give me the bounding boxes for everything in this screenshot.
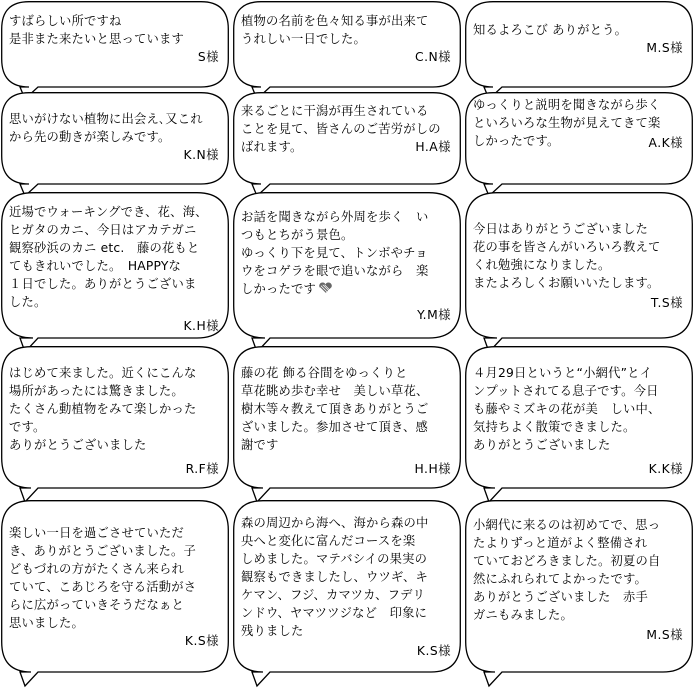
- message-text: 藤の花 飾る谷間をゆっくりと 草花眺め歩む幸せ 美しい草花、 樹木等々教えて頂きありがとうご ざいました。参加させて頂き、感 謝です: [241, 366, 429, 452]
- card-content: [233, 192, 461, 338]
- message-card-15: [465, 500, 693, 672]
- card-content: [465, 92, 693, 184]
- message-card-13: [1, 500, 229, 672]
- message-text: 小網代に来るのは初めてで、思っ たよりずっと道がよく整備され ていておどろきました。初夏の自 然にふれられてよかったです。 ありがとうございました 赤手 ガニもみました。: [473, 518, 661, 622]
- signature: S様: [197, 50, 219, 64]
- signature: T.S様: [650, 296, 683, 310]
- message-text: [241, 208, 453, 298]
- card-content: [465, 346, 693, 488]
- signature: K.K様: [648, 462, 683, 476]
- card-content: [233, 346, 461, 488]
- card-content: [1, 1, 229, 87]
- signature: M.S様: [646, 41, 683, 55]
- signature: K.S様: [184, 634, 219, 648]
- message-text: すばらしい所ですね 是非また来たいと思っています: [9, 14, 184, 46]
- message-card-6: [465, 92, 693, 184]
- signature: R.F様: [185, 462, 219, 476]
- message-card-14: [233, 500, 461, 672]
- message-card-11: [233, 346, 461, 488]
- signature: H.A様: [415, 140, 451, 154]
- card-content: [465, 192, 693, 338]
- heart-icon: [318, 282, 333, 294]
- card-content: [465, 1, 693, 87]
- signature: H.H様: [414, 462, 451, 476]
- card-content: [1, 92, 229, 184]
- message-card-5: [233, 92, 461, 184]
- signature: K.N様: [183, 148, 219, 162]
- message-text: 来るごとに干潟が再生されている ことを見て、皆さんのご苦労がしの ばれます。: [241, 104, 441, 154]
- message-text: 森の周辺から海へ、海から森の中 央へと変化に富んだコースを楽 しめました。マテバシイの果実の 観察もできましたし、ウツギ、キ ケマン、フジ、カマツカ、フデリ ンドウ、ヤマツツジなど 印象に 残りました: [241, 516, 429, 638]
- card-content: [1, 346, 229, 488]
- message-text: 近場でウォーキングでき、花、海、 ヒガタのカニ、今日はアカテガニ 観察砂浜のカニ etc. 藤の花もと てもきれいでした。 HAPPYな １日でした。ありがとうございま した。: [9, 205, 208, 309]
- message-card-1: [1, 1, 229, 87]
- message-text: 植物の名前を色々知る事が出来て うれしい一日でした。: [241, 14, 429, 46]
- message-card-8: [233, 192, 461, 338]
- message-text: ４月29日というと“小網代”とイ ンプットされてる息子です。今日 も藤やミズキの花が美 しい中、 気持ちよく散策できました。 ありがとうございました: [473, 366, 661, 452]
- message-card-9: [465, 192, 693, 338]
- message-text: 今日はありがとうございました 花の事を皆さんがいろいろ教えて くれ勉強になりました。 またよろしくお願いいたします。: [473, 222, 661, 290]
- signature: M.S様: [646, 628, 683, 642]
- message-card-4: [1, 92, 229, 184]
- signature: A.K様: [648, 136, 683, 150]
- message-text: 楽しい一日を過ごさせていただ き、ありがとうございました。子 どもづれの方がたくさん来られ ていて、こあじろを守る活動がさ らに広がっていきそうだなぁと 思いました。: [9, 526, 197, 630]
- message-card-3: [465, 1, 693, 87]
- message-text: ゆっくりと説明を聞きながら歩く といろいろな生物が見えてきて楽 しかったです。: [473, 98, 661, 148]
- card-content: [1, 500, 229, 672]
- message-card-10: [1, 346, 229, 488]
- card-content: [1, 192, 229, 338]
- card-content: [233, 500, 461, 672]
- signature: K.H様: [183, 319, 219, 333]
- card-content: [465, 500, 693, 672]
- signature: Y.M様: [417, 308, 451, 322]
- message-card-2: [233, 1, 461, 87]
- message-card-12: [465, 346, 693, 488]
- message-body: お話を聞きながら外周を歩く い つもとちがう景色。 ゆっくり下を見て、トンボやチョ ウをコゲラを眼で追いながら 楽 しかったです: [241, 210, 429, 296]
- message-card-7: [1, 192, 229, 338]
- card-content: [233, 92, 461, 184]
- signature: K.S様: [416, 644, 451, 658]
- message-text: はじめて来ました。近くにこんな 場所があったには驚きました。 たくさん動植物をみて楽しかった です。 ありがとうございました: [9, 366, 197, 452]
- message-text: 知るよろこび ありがとう。: [473, 23, 628, 37]
- message-text: 思いがけない植物に出会え､又これ から先の動きが楽しみです。: [9, 112, 203, 144]
- card-content: [233, 1, 461, 87]
- signature: C.N様: [415, 50, 451, 64]
